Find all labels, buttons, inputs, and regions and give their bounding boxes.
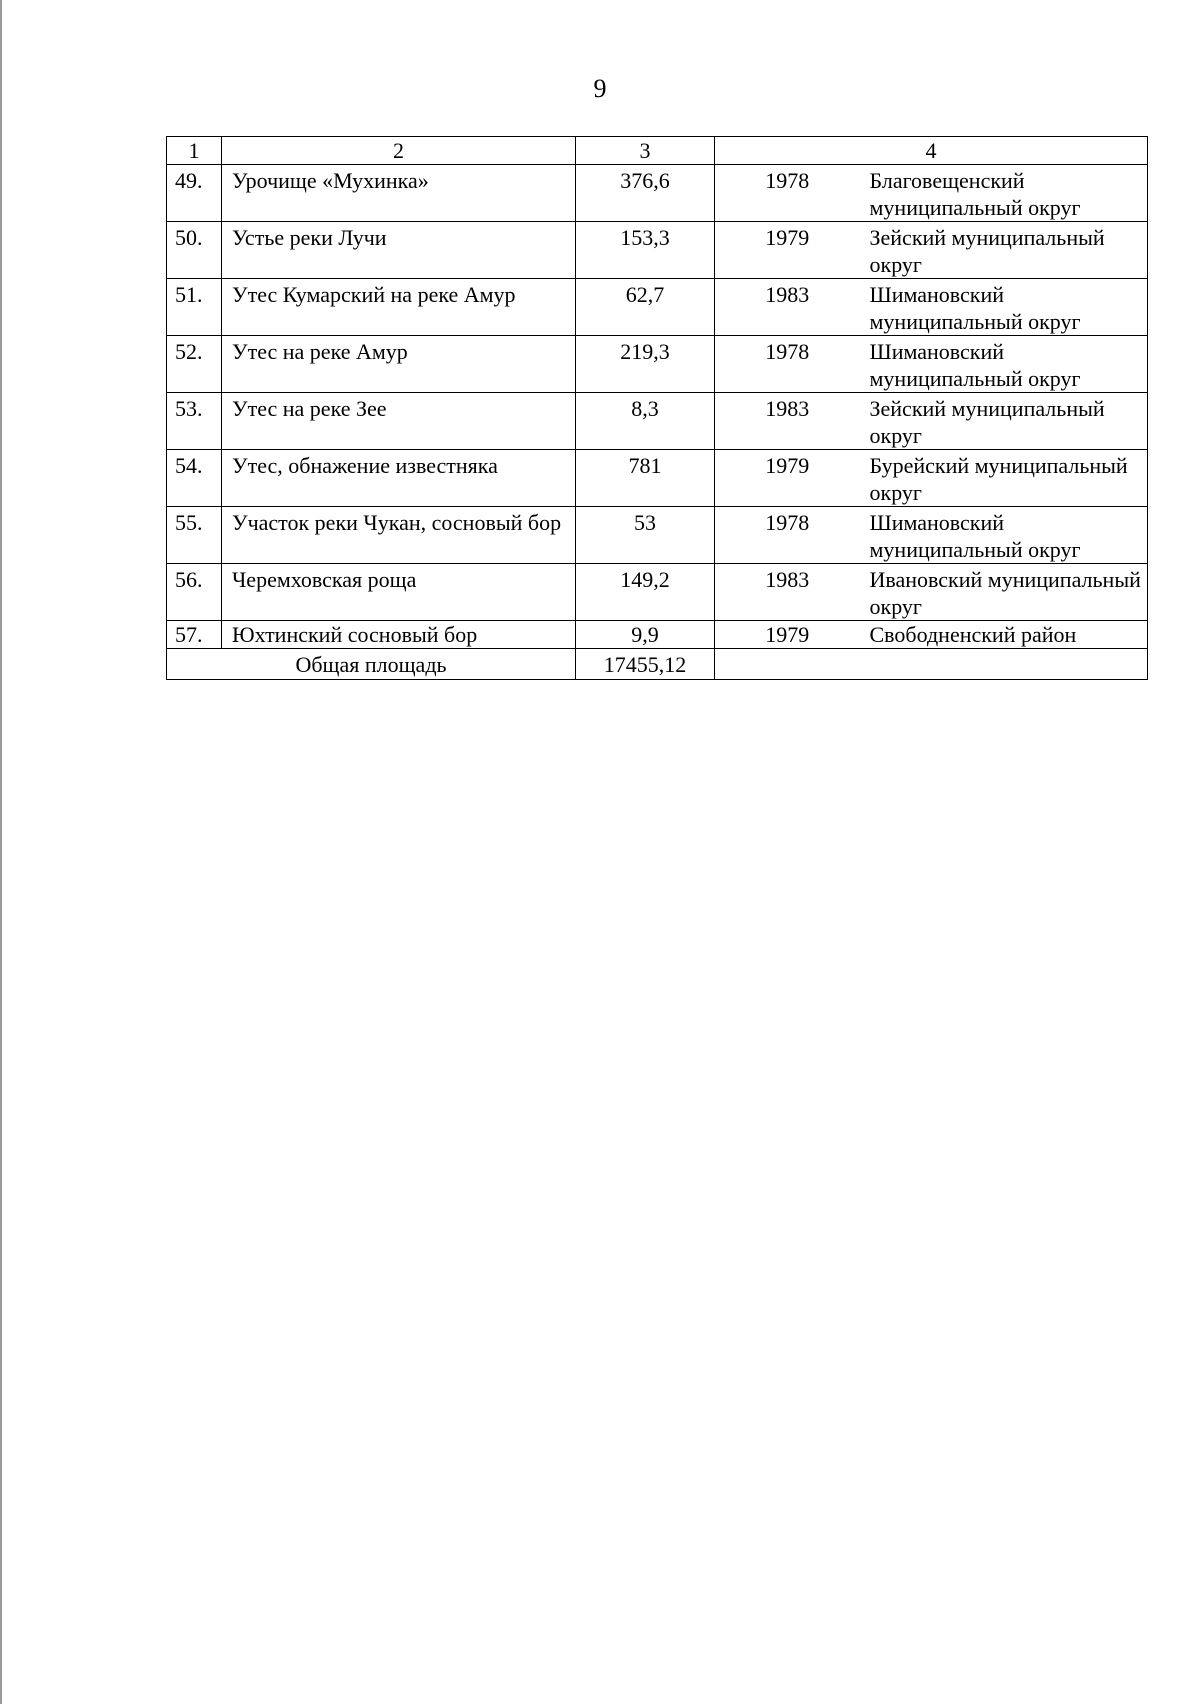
site-district: Ивановский муниципальный округ (860, 564, 1148, 621)
site-area: 376,6 (576, 165, 715, 222)
row-number: 55. (167, 507, 222, 564)
header-col-4: 4 (715, 137, 1148, 165)
site-name: Утес на реке Амур (222, 336, 576, 393)
site-area: 8,3 (576, 393, 715, 450)
header-col-3: 3 (576, 137, 715, 165)
site-year: 1983 (715, 564, 860, 621)
site-year: 1978 (715, 165, 860, 222)
total-value: 17455,12 (576, 649, 715, 680)
row-number: 56. (167, 564, 222, 621)
row-number: 51. (167, 279, 222, 336)
table-row (167, 450, 1148, 507)
table-row (167, 222, 1148, 279)
table-total-row (167, 649, 1148, 680)
table-header-row (167, 137, 1148, 165)
site-name: Урочище «Мухинка» (222, 165, 576, 222)
row-number: 50. (167, 222, 222, 279)
site-district: Благовещенский муниципальный округ (860, 165, 1148, 222)
table-row (167, 507, 1148, 564)
site-year: 1978 (715, 336, 860, 393)
row-number: 57. (167, 621, 222, 649)
site-year: 1983 (715, 393, 860, 450)
site-name: Утес Кумарский на реке Амур (222, 279, 576, 336)
row-number: 52. (167, 336, 222, 393)
row-number: 53. (167, 393, 222, 450)
site-area: 153,3 (576, 222, 715, 279)
table-row (167, 279, 1148, 336)
site-district: Бурейский муниципальный округ (860, 450, 1148, 507)
site-area: 149,2 (576, 564, 715, 621)
table-row (167, 336, 1148, 393)
page-left-edge (0, 0, 2, 1704)
site-area: 9,9 (576, 621, 715, 649)
site-district: Зейский муниципальный округ (860, 222, 1148, 279)
site-district: Шимановский муниципальный округ (860, 279, 1148, 336)
site-year: 1979 (715, 222, 860, 279)
protected-areas-table (166, 136, 1148, 680)
site-name: Юхтинский сосновый бор (222, 621, 576, 649)
site-district: Зейский муниципальный округ (860, 393, 1148, 450)
site-district: Шимановский муниципальный округ (860, 336, 1148, 393)
table-row (167, 393, 1148, 450)
site-year: 1979 (715, 450, 860, 507)
site-name: Утес на реке Зее (222, 393, 576, 450)
site-area: 219,3 (576, 336, 715, 393)
table-row (167, 621, 1148, 649)
site-name: Устье реки Лучи (222, 222, 576, 279)
site-year: 1983 (715, 279, 860, 336)
page-number: 9 (593, 74, 607, 103)
site-area: 53 (576, 507, 715, 564)
table-row (167, 165, 1148, 222)
site-district: Свободненский район (860, 621, 1148, 649)
table-body (167, 137, 1148, 680)
total-label: Общая площадь (167, 649, 576, 680)
row-number: 49. (167, 165, 222, 222)
header-col-2: 2 (222, 137, 576, 165)
site-name: Черемховская роща (222, 564, 576, 621)
site-name: Утес, обнажение известняка (222, 450, 576, 507)
site-district: Шимановский муниципальный округ (860, 507, 1148, 564)
total-empty-cell (715, 649, 1148, 680)
site-year: 1979 (715, 621, 860, 649)
table-row (167, 564, 1148, 621)
site-area: 781 (576, 450, 715, 507)
site-year: 1978 (715, 507, 860, 564)
header-col-1: 1 (167, 137, 222, 165)
row-number: 54. (167, 450, 222, 507)
site-name: Участок реки Чукан, сосновый бор (222, 507, 576, 564)
site-area: 62,7 (576, 279, 715, 336)
